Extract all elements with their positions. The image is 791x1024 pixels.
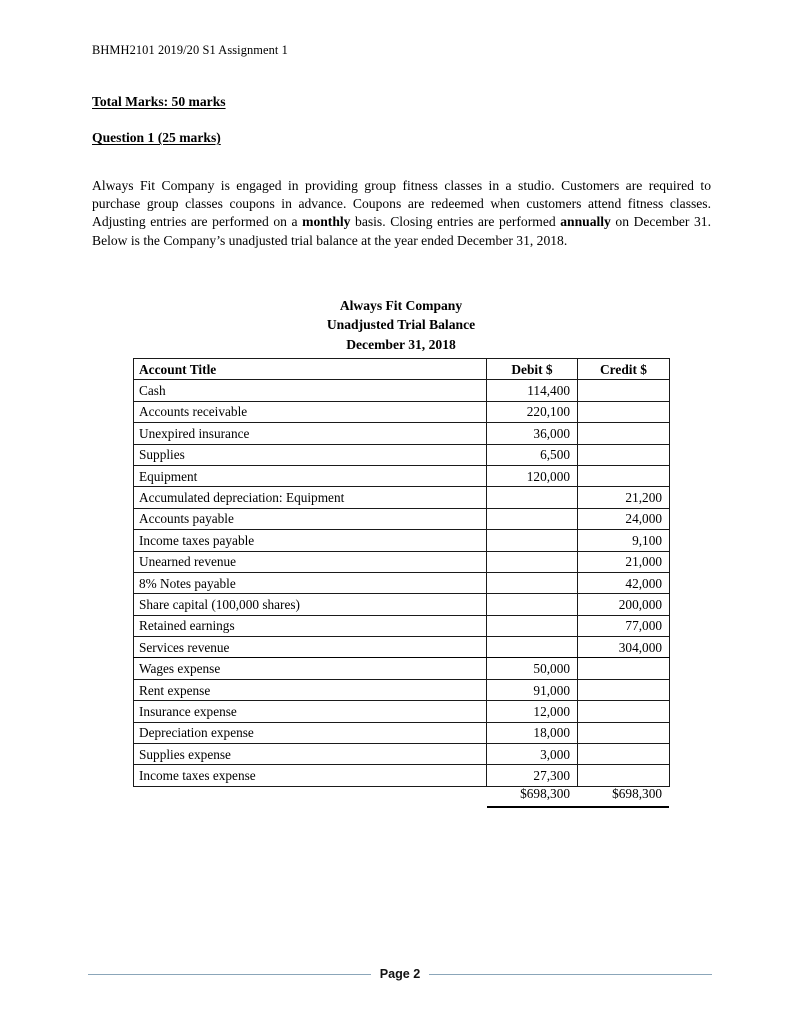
table-row	[134, 401, 670, 422]
footer-rule-right	[429, 974, 712, 975]
table-row	[134, 594, 670, 615]
cell-debit: 120,000	[487, 465, 578, 486]
cell-debit	[487, 637, 578, 658]
body-text-bold-annually: annually	[560, 214, 611, 230]
body-text-part-2: basis. Closing entries are performed	[350, 214, 561, 230]
cell-credit: 21,200	[578, 487, 670, 508]
body-text-part-3: on December 31. Below is the Company’s unadjusted trial balance at the year ended December 31, 2018.	[92, 214, 711, 248]
cell-account-title: Supplies expense	[134, 744, 487, 765]
cell-debit: 3,000	[487, 744, 578, 765]
cell-credit: 77,000	[578, 615, 670, 636]
cell-credit: 42,000	[578, 572, 670, 593]
table-row	[134, 444, 670, 465]
table-row	[134, 722, 670, 743]
table-row	[134, 508, 670, 529]
table-row	[134, 765, 670, 786]
cell-debit: 220,100	[487, 401, 578, 422]
cell-credit	[578, 423, 670, 444]
total-marks-heading: Total Marks: 50 marks	[92, 94, 226, 109]
question-1-heading: Question 1 (25 marks)	[92, 130, 221, 145]
cell-credit	[578, 444, 670, 465]
cell-credit: 24,000	[578, 508, 670, 529]
cell-account-title: Retained earnings	[134, 615, 487, 636]
body-text-part-1: Always Fit Company is engaged in providing group fitness classes in a studio. Customers are required to purchase group classes coupons in advance. Coupons are redeemed when customers attend fitness classes. Adjusting entries are performed on a	[92, 177, 711, 230]
column-header-debit: Debit $	[487, 359, 578, 380]
page-footer	[88, 967, 712, 981]
cell-account-title: Income taxes expense	[134, 765, 487, 786]
cell-account-title: Income taxes payable	[134, 530, 487, 551]
cell-debit	[487, 572, 578, 593]
table-row	[134, 380, 670, 401]
cell-debit: 6,500	[487, 444, 578, 465]
cell-debit: 114,400	[487, 380, 578, 401]
cell-account-title: Services revenue	[134, 637, 487, 658]
cell-account-title: Unearned revenue	[134, 551, 487, 572]
cell-credit	[578, 722, 670, 743]
cell-account-title: Accounts receivable	[134, 401, 487, 422]
table-row	[134, 487, 670, 508]
table-row	[134, 530, 670, 551]
cell-credit	[578, 380, 670, 401]
cell-credit	[578, 765, 670, 786]
column-header-credit: Credit $	[578, 359, 670, 380]
page-number-label: Page 2	[379, 967, 421, 981]
cell-debit	[487, 594, 578, 615]
question-1-body	[92, 177, 711, 251]
trial-balance-body	[134, 380, 670, 786]
cell-credit	[578, 679, 670, 700]
cell-account-title: Cash	[134, 380, 487, 401]
cell-credit	[578, 701, 670, 722]
table-row	[134, 701, 670, 722]
totals-spacer	[133, 786, 486, 802]
table-row	[134, 615, 670, 636]
statement-name: Unadjusted Trial Balance	[326, 317, 476, 333]
cell-credit	[578, 744, 670, 765]
table-row	[134, 572, 670, 593]
cell-debit	[487, 551, 578, 572]
cell-account-title: Equipment	[134, 465, 487, 486]
cell-debit: 18,000	[487, 722, 578, 743]
body-text-bold-monthly: monthly	[302, 214, 351, 230]
cell-credit	[578, 465, 670, 486]
cell-account-title: Accumulated depreciation: Equipment	[134, 487, 487, 508]
column-header-account-title: Account Title	[134, 359, 487, 380]
cell-debit: 50,000	[487, 658, 578, 679]
cell-account-title: Rent expense	[134, 679, 487, 700]
cell-credit: 9,100	[578, 530, 670, 551]
trial-balance-table	[133, 358, 670, 787]
cell-debit: 36,000	[487, 423, 578, 444]
cell-account-title: 8% Notes payable	[134, 572, 487, 593]
cell-debit	[487, 487, 578, 508]
table-header-row	[134, 359, 670, 380]
cell-debit	[487, 615, 578, 636]
trial-balance-table-wrapper	[133, 358, 669, 787]
table-row	[134, 637, 670, 658]
table-row	[134, 658, 670, 679]
cell-credit: 200,000	[578, 594, 670, 615]
table-row	[134, 551, 670, 572]
table-row	[134, 423, 670, 444]
cell-credit: 21,000	[578, 551, 670, 572]
cell-debit	[487, 508, 578, 529]
cell-account-title: Unexpired insurance	[134, 423, 487, 444]
totals-row	[133, 786, 669, 802]
cell-debit	[487, 530, 578, 551]
total-debit: $698,300	[520, 786, 570, 801]
cell-debit: 12,000	[487, 701, 578, 722]
total-credit: $698,300	[612, 786, 662, 801]
company-name: Always Fit Company	[339, 298, 463, 313]
cell-debit: 91,000	[487, 679, 578, 700]
cell-account-title: Depreciation expense	[134, 722, 487, 743]
footer-rule-left	[88, 974, 371, 975]
cell-account-title: Accounts payable	[134, 508, 487, 529]
table-row	[134, 679, 670, 700]
cell-account-title: Wages expense	[134, 658, 487, 679]
cell-credit	[578, 401, 670, 422]
cell-credit	[578, 658, 670, 679]
table-row	[134, 465, 670, 486]
cell-credit: 304,000	[578, 637, 670, 658]
totals-underline	[487, 806, 669, 808]
table-row	[134, 744, 670, 765]
cell-debit: 27,300	[487, 765, 578, 786]
statement-date: December 31, 2018	[346, 336, 456, 352]
running-header: BHMH2101 2019/20 S1 Assignment 1	[92, 43, 288, 57]
trial-balance-title-block	[133, 296, 669, 354]
cell-account-title: Supplies	[134, 444, 487, 465]
cell-account-title: Insurance expense	[134, 701, 487, 722]
cell-account-title: Share capital (100,000 shares)	[134, 594, 487, 615]
